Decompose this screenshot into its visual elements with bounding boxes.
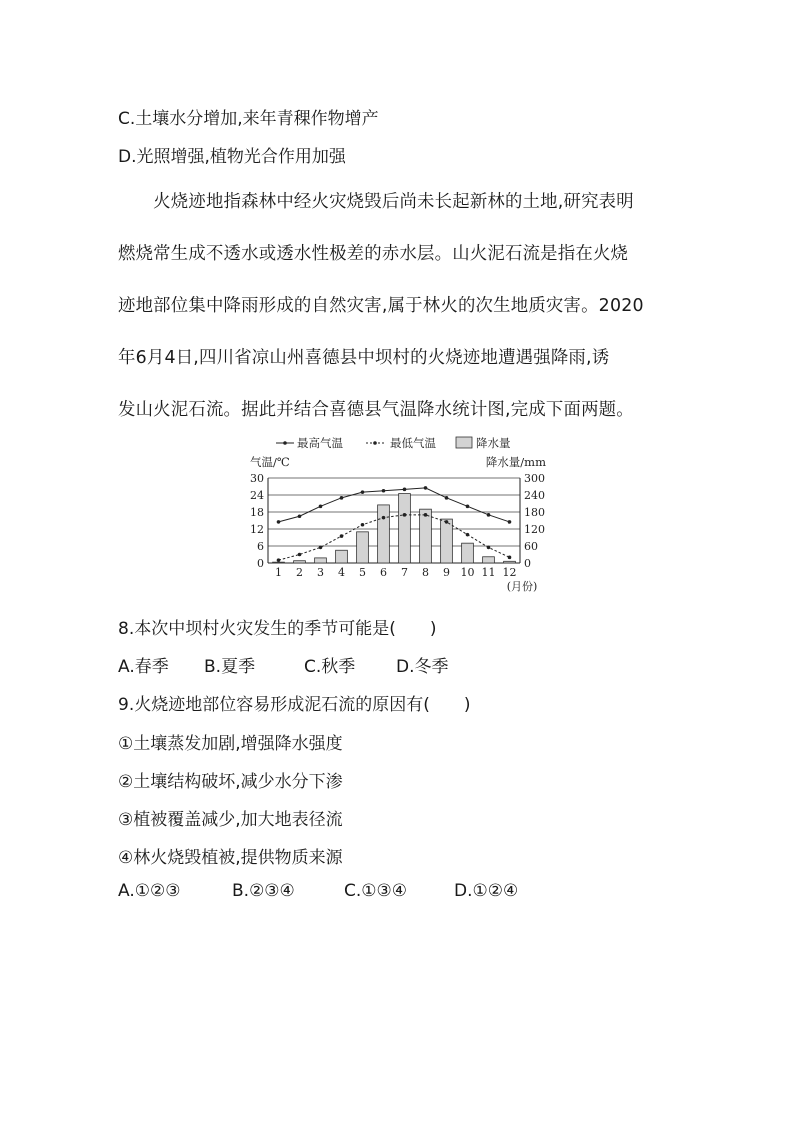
x-tick-label: 3 <box>317 566 324 579</box>
min-temp-line <box>279 515 510 560</box>
legend-rain-swatch <box>456 437 472 448</box>
option-c-prev: C.土壤水分增加,来年青稞作物增产 <box>118 109 379 129</box>
x-tick-label: 4 <box>338 566 345 579</box>
question-8-stem: 8.本次中坝村火灾发生的季节可能是( ) <box>118 619 437 639</box>
option-d-prev: D.光照增强,植物光合作用加强 <box>118 147 346 167</box>
max-temp-point <box>340 496 344 500</box>
rain-bar <box>504 561 516 563</box>
q9-option-d[interactable]: D.①②④ <box>454 881 519 901</box>
max-temp-point <box>487 513 491 517</box>
rain-bar <box>378 505 390 563</box>
y-right-tick-label: 0 <box>524 557 531 570</box>
y-right-axis-label: 降水量/mm <box>485 455 546 469</box>
y-left-tick-label: 24 <box>250 489 264 502</box>
q9-option-b[interactable]: B.②③④ <box>232 881 295 901</box>
max-temp-point <box>319 505 323 509</box>
rain-bar <box>483 557 495 563</box>
question-8-options <box>118 652 449 677</box>
rain-bar <box>273 562 285 563</box>
climate-chart <box>240 430 556 598</box>
max-temp-point <box>403 488 407 492</box>
x-tick-label: 6 <box>380 566 387 579</box>
max-temp-point <box>382 489 386 493</box>
min-temp-point <box>340 534 344 538</box>
y-left-tick-label: 6 <box>257 540 264 553</box>
rain-bar <box>441 519 453 563</box>
y-right-tick-label: 300 <box>524 472 545 485</box>
question-9-options <box>118 881 518 901</box>
max-temp-point <box>466 505 470 509</box>
passage-line: 燃烧常生成不透水或透水性极差的赤水层。山火泥石流是指在火烧 <box>118 244 629 264</box>
legend-label: 降水量 <box>476 436 511 450</box>
rain-bar <box>315 558 327 563</box>
min-temp-point <box>319 546 323 550</box>
min-temp-point <box>487 546 491 550</box>
y-left-tick-label: 0 <box>257 557 264 570</box>
climate-chart-svg <box>240 430 556 598</box>
min-temp-point <box>277 558 281 562</box>
rain-bar <box>336 550 348 563</box>
min-temp-point <box>382 516 386 520</box>
min-temp-point <box>361 523 365 527</box>
x-tick-label: 9 <box>443 566 450 579</box>
y-left-axis-label: 气温/℃ <box>250 455 290 469</box>
q8-option-b[interactable]: B.夏季 <box>204 657 256 677</box>
x-tick-label: 2 <box>296 566 303 579</box>
legend-label: 最低气温 <box>390 436 436 450</box>
rain-bar <box>357 532 369 563</box>
y-left-tick-label: 30 <box>250 472 264 485</box>
passage-line: 年6月4日,四川省凉山州喜德县中坝村的火烧迹地遭遇强降雨,诱 <box>118 348 610 368</box>
min-temp-point <box>424 513 428 517</box>
max-temp-line <box>279 488 510 522</box>
y-left-tick-label: 18 <box>250 506 264 519</box>
q8-option-a[interactable]: A.春季 <box>118 657 169 677</box>
y-left-tick-label: 12 <box>250 523 264 536</box>
max-temp-point <box>298 514 302 518</box>
passage <box>118 176 678 436</box>
y-right-tick-label: 180 <box>524 506 545 519</box>
legend-label: 最高气温 <box>297 436 343 450</box>
min-temp-point <box>445 520 449 524</box>
legend-max-temp-marker <box>283 441 287 445</box>
rain-bar <box>399 494 411 563</box>
x-tick-label: 1 <box>275 566 282 579</box>
x-tick-label: 11 <box>481 566 496 579</box>
x-tick-label: 7 <box>401 566 408 579</box>
max-temp-point <box>424 486 428 490</box>
max-temp-point <box>508 520 512 524</box>
x-tick-label: 10 <box>460 566 475 579</box>
min-temp-point <box>298 553 302 557</box>
passage-line: 火烧迹地指森林中经火灾烧毁后尚未长起新林的土地,研究表明 <box>118 192 634 212</box>
x-tick-label: 12 <box>502 566 517 579</box>
max-temp-point <box>277 520 281 524</box>
x-axis-unit-label: (月份) <box>506 580 538 593</box>
question-9-stem: 9.火烧迹地部位容易形成泥石流的原因有( ) <box>118 695 471 715</box>
q8-option-d[interactable]: D.冬季 <box>396 657 449 677</box>
passage-line: 迹地部位集中降雨形成的自然灾害,属于林火的次生地质灾害。2020 <box>118 296 644 316</box>
min-temp-point <box>508 556 512 560</box>
rain-bar <box>462 543 474 563</box>
q8-option-c[interactable]: C.秋季 <box>304 657 356 677</box>
q9-item: ②土壤结构破坏,减少水分下渗 <box>118 772 343 792</box>
q9-item: ①土壤蒸发加剧,增强降水强度 <box>118 734 343 754</box>
max-temp-point <box>361 490 365 494</box>
q9-item: ④林火烧毁植被,提供物质来源 <box>118 848 343 868</box>
x-tick-label: 5 <box>359 566 366 579</box>
legend-min-temp-marker <box>373 441 377 445</box>
q9-option-a[interactable]: A.①②③ <box>118 881 181 901</box>
y-right-tick-label: 240 <box>524 489 545 502</box>
passage-line: 发山火泥石流。据此并结合喜德县气温降水统计图,完成下面两题。 <box>118 400 634 420</box>
q9-item: ③植被覆盖减少,加大地表径流 <box>118 810 343 830</box>
q9-option-c[interactable]: C.①③④ <box>344 881 407 901</box>
rain-bar <box>420 509 432 563</box>
y-right-tick-label: 120 <box>524 523 545 536</box>
y-right-tick-label: 60 <box>524 540 538 553</box>
min-temp-point <box>403 513 407 517</box>
x-tick-label: 8 <box>422 566 429 579</box>
rain-bar <box>294 561 306 563</box>
min-temp-point <box>466 533 470 537</box>
max-temp-point <box>445 496 449 500</box>
